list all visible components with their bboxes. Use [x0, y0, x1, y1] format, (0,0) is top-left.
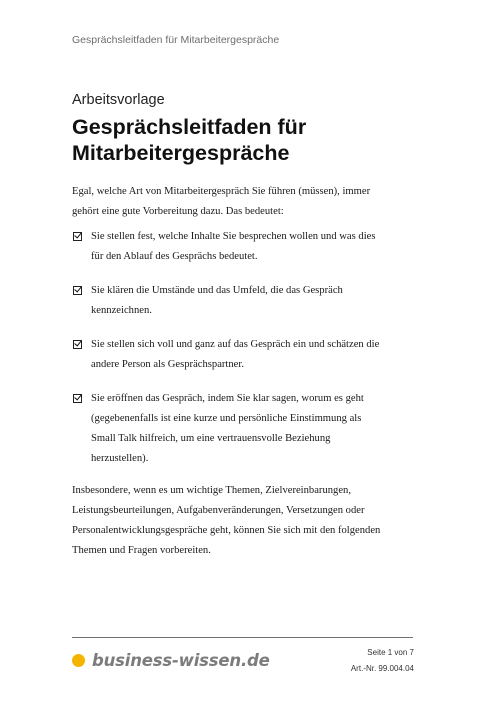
outro-paragraph: Insbesondere, wenn es um wichtige Themen, Zielvereinbarungen, Leistungsbeurteilungen, Aufgabenveränderungen, Versetzungen oder Personalentwicklungsgespräche geht, können Sie sich mit den folgenden Themen und Fragen vorbereiten. [72, 485, 381, 556]
business-wissen-logo [72, 651, 270, 670]
document-body [72, 182, 382, 561]
running-header: Gesprächsleitfaden für Mitarbeitergespräche [72, 34, 280, 46]
checkbox-checked-icon [73, 340, 82, 349]
logo-text: business-wissen.de [92, 651, 270, 670]
checklist-item-text: Sie eröffnen das Gespräch, indem Sie klar sagen, worum es geht (gegebenenfalls ist eine kurze und persönliche Einstimmung als Small Talk hilfreich, um eine vertrauensvolle Beziehung herzustellen). [91, 393, 364, 464]
checkbox-checked-icon [73, 394, 82, 403]
checklist-item-text: Sie klären die Umstände und das Umfeld, die das Gespräch kennzeichnen. [91, 285, 343, 316]
footer-divider [72, 637, 413, 638]
checklist-item-text: Sie stellen sich voll und ganz auf das Gespräch ein und schätzen die andere Person als Gesprächspartner. [91, 339, 380, 370]
checklist-item [72, 389, 382, 469]
checkbox-checked-icon [73, 232, 82, 241]
checkbox-checked-icon [73, 286, 82, 295]
article-number: Art.-Nr. 99.004.04 [350, 664, 414, 673]
checklist-item [72, 227, 382, 267]
document-subtitle: Arbeitsvorlage [72, 92, 165, 108]
checklist-item [72, 335, 382, 375]
checklist-item-text: Sie stellen fest, welche Inhalte Sie besprechen wollen und was dies für den Ablauf des Gesprächs bedeutet. [91, 231, 376, 262]
preparation-checklist [72, 227, 382, 469]
logo-dot-icon [72, 654, 85, 667]
document-title: Gesprächsleitfaden für Mitarbeitergespräche [72, 115, 307, 165]
intro-paragraph: Egal, welche Art von Mitarbeitergespräch Sie führen (müssen), immer gehört eine gute Vorbereitung dazu. Das bedeutet: [72, 186, 371, 217]
checklist-item [72, 281, 382, 321]
page-number: Seite 1 von 7 [367, 648, 414, 657]
